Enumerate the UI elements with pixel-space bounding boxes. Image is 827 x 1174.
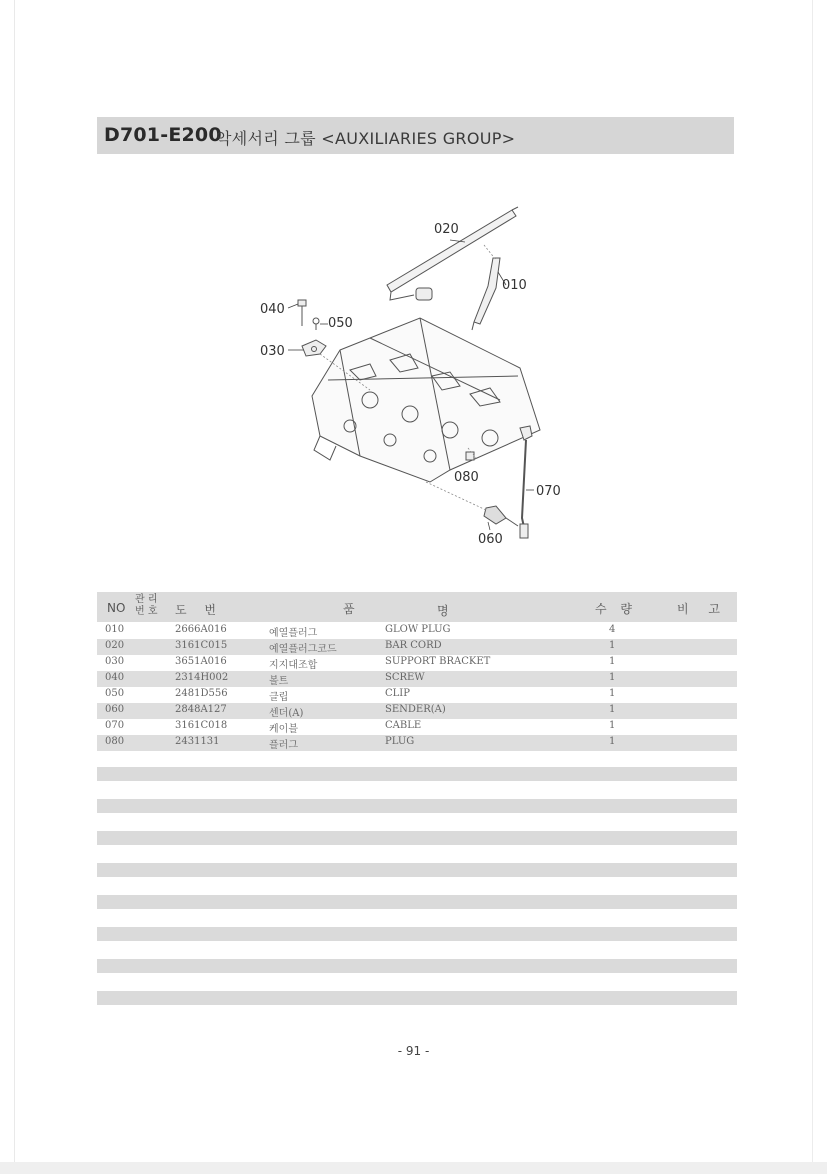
row-name-en: SUPPORT BRACKET (385, 656, 491, 667)
table-row (97, 735, 737, 751)
callout-070: 070 (536, 484, 561, 499)
row-qty: 1 (609, 688, 616, 699)
empty-row-band (97, 799, 737, 813)
group-code: D701-E200 (104, 124, 222, 146)
table-row (97, 719, 737, 735)
row-no: 050 (105, 688, 125, 699)
row-part-no: 3651A016 (175, 656, 227, 667)
row-qty: 1 (609, 656, 616, 667)
header-no: NO (107, 601, 126, 615)
row-part-no: 3161C015 (175, 640, 228, 651)
table-row (97, 623, 737, 639)
row-no: 080 (105, 736, 125, 747)
row-name-kr: 클립 (269, 692, 289, 703)
table-row (97, 687, 737, 703)
row-no: 040 (105, 672, 125, 683)
row-name-en: PLUG (385, 736, 415, 747)
header-remarks: 비 고 (677, 602, 720, 616)
parts-table-header (97, 592, 737, 622)
header-mgmt-bottom: 번 호 (135, 606, 158, 617)
row-part-no: 2431131 (175, 736, 220, 747)
callout-050: 050 (328, 316, 353, 331)
row-name-kr: 예열플러그코드 (269, 644, 337, 655)
row-part-no: 2481D556 (175, 688, 228, 699)
empty-row-band (97, 895, 737, 909)
group-title: 악세서리 그룹 <AUXILIARIES GROUP> (216, 129, 516, 148)
row-part-no: 3161C018 (175, 720, 228, 731)
row-name-kr: 볼트 (269, 676, 289, 687)
row-name-en: SCREW (385, 672, 425, 683)
empty-row-band (97, 863, 737, 877)
empty-row-band (97, 767, 737, 781)
header-qty: 수 량 (595, 602, 632, 616)
empty-row-band (97, 991, 737, 1005)
row-qty: 4 (609, 624, 616, 635)
empty-row-band (97, 831, 737, 845)
row-no: 060 (105, 704, 125, 715)
row-part-no: 2848A127 (175, 704, 227, 715)
row-name-en: CABLE (385, 720, 422, 731)
row-name-en: GLOW PLUG (385, 624, 451, 635)
row-name-kr: 예열플러그 (269, 628, 318, 639)
row-part-no: 2314H002 (175, 672, 229, 683)
callout-030: 030 (260, 344, 285, 359)
header-name-left: 품 (343, 602, 355, 616)
row-no: 030 (105, 656, 125, 667)
table-row (97, 655, 737, 671)
row-qty: 1 (609, 704, 616, 715)
row-qty: 1 (609, 720, 616, 731)
table-row (97, 703, 737, 719)
row-qty: 1 (609, 736, 616, 747)
table-row (97, 639, 737, 655)
row-qty: 1 (609, 640, 616, 651)
row-name-en: CLIP (385, 688, 410, 699)
row-no: 070 (105, 720, 125, 731)
row-no: 010 (105, 624, 125, 635)
scan-edge-right (812, 0, 813, 1174)
page-number: - 91 - (397, 1044, 430, 1058)
header-name-right: 명 (437, 604, 449, 618)
row-no: 020 (105, 640, 125, 651)
header-mgmt-top: 관 리 (135, 594, 158, 605)
empty-row-band (97, 927, 737, 941)
scan-edge-left (14, 0, 15, 1174)
engine-head-illustration (250, 200, 570, 560)
callout-080: 080 (454, 470, 479, 485)
table-row (97, 671, 737, 687)
callout-010: 010 (502, 278, 527, 293)
row-name-en: BAR CORD (385, 640, 442, 651)
callout-060: 060 (478, 532, 503, 547)
row-name-en: SENDER(A) (385, 704, 446, 715)
callout-020: 020 (434, 222, 459, 237)
row-name-kr: 플러그 (269, 740, 298, 751)
row-qty: 1 (609, 672, 616, 683)
parts-diagram (250, 200, 570, 560)
row-name-kr: 지지대조합 (269, 660, 318, 671)
row-name-kr: 케이블 (269, 724, 298, 735)
row-part-no: 2666A016 (175, 624, 227, 635)
scan-edge-bottom (0, 1162, 827, 1174)
callout-040: 040 (260, 302, 285, 317)
empty-row-band (97, 959, 737, 973)
row-name-kr: 센더(A) (269, 708, 304, 719)
header-part-no: 도 번 (175, 603, 216, 617)
